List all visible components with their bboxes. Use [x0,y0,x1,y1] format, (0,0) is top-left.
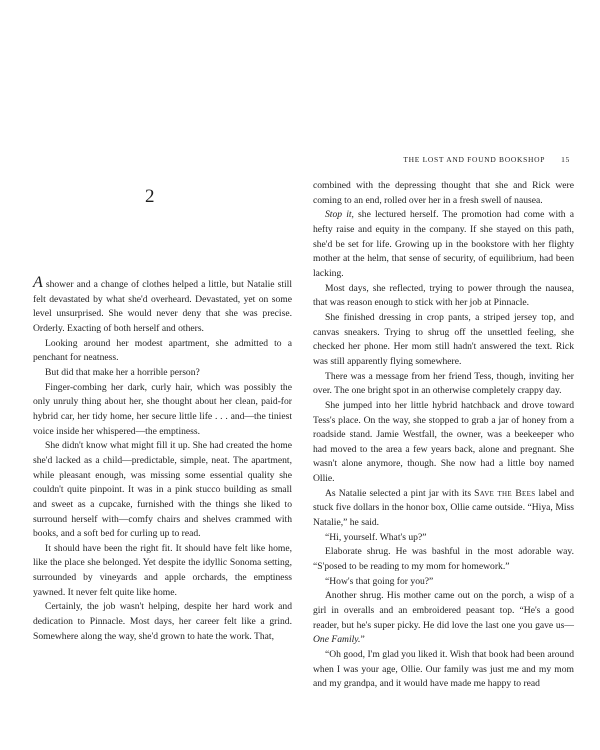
paragraph: She didn't know what might fill it up. She had created the home she'd lacked as a child—predictable, simple, neat. The apartment, while pleasant enough, was missing some essential quality she couldn't quite pinpoint. It was in a pink stucco building as small and sweet as a cupcake, furnished with the things she liked to surround herself with—comfy chairs and shelves crammed with books, and a soft bed for curling up to read. [33,440,292,540]
paragraph: There was a message from her friend Tess, though, inviting her over. The one bright spot in an otherwise completely crappy day. [313,370,574,397]
paragraph: “How's that going for you?” [325,575,434,587]
paragraph: But did that make her a horrible person? [45,366,200,378]
paragraph: Another shrug. His mother came out on the porch, a wisp of a girl in overalls and an embroidered peasant top. “He's a good reader, but he's super picky. He did love the last one you gave us—One Family.” [313,590,574,646]
paragraph: “Oh good, I'm glad you liked it. Wish that book had been around when I was your age, Ollie. Our family was just me and my mom and my grandpa, and it would have made me happy to read [313,649,574,690]
paragraph: Elaborate shrug. He was bashful in the most adorable way. “S'posed to be reading to my mom for homework.” [313,546,574,573]
paragraph: Looking around her modest apartment, she admitted to a penchant for neatness. [33,337,292,364]
drop-cap: A [33,274,43,291]
right-page [300,0,600,750]
paragraph: Most days, she reflected, trying to power through the nausea, that was reason enough to stick with her job at Pinnacle. [313,282,574,309]
paragraph: Stop it, she lectured herself. The promotion had come with a hefty raise and equity in the company. If she stayed on this path, she'd be set for life. Growing up in the bookstore with her flighty mother at the helm, that sense of security, of equilibrium, had been lacking. [313,209,574,279]
paragraph: She finished dressing in crop pants, a striped jersey top, and canvas sneakers. Trying to shrug off the unsettled feeling, she checked her phone. Her mom still hadn't answered the text. Rick was still apparently flying somewhere. [313,311,574,367]
paragraph: combined with the depressing thought that she and Rick were coming to an end, rolled over her in a fresh swell of nausea. [313,180,574,206]
paragraph: She jumped into her little hybrid hatchback and drove toward Tess's place. On the way, she stopped to grab a jar of honey from a roadside stand. Jamie Westfall, the owner, was a beekeeper who had moved to the area a few years back, alone and pregnant. She wasn't alone anymore, though. She now had a little boy named Ollie. [313,399,574,485]
running-header [403,155,570,164]
paragraph: Finger-combing her dark, curly hair, which was possibly the only unruly thing about her, she thought about her clean, paid-for hybrid car, her tidy home, her secure little life . . . and—the tiniest voice inside her whispered—the emptiness. [33,381,292,437]
page-number: 15 [561,155,570,164]
paragraph: “Hi, yourself. What's up?” [325,531,427,543]
paragraph: It should have been the right fit. It should have felt like home, like the place she belonged. Yet despite the idyllic Sonoma setting, surrounded by vineyards and apple orchards, the emptiness yawned. It never felt quite like home. [33,542,292,598]
left-page-text [33,274,292,644]
running-head-title: THE LOST AND FOUND BOOKSHOP [403,155,546,164]
paragraph: A shower and a change of clothes helped a little, but Natalie still felt devastated by what she'd overheard. Devastated, yet on some level unsurprised. She would never deny that she was precise. Orderly. Exacting of both herself and others. [33,274,292,334]
paragraph: As Natalie selected a pint jar with its Save the Bees label and stuck five dollars in the honor box, Ollie came outside. “Hiya, Miss Natalie,” he said. [313,487,574,529]
chapter-number: 2 [145,186,155,207]
paragraph: Certainly, the job wasn't helping, despite her hard work and dedication to Pinnacle. Most days, her career felt like a grind. Somewhere along the way, she'd grown to hate the work. That, [33,601,292,642]
right-page-text [313,179,574,692]
